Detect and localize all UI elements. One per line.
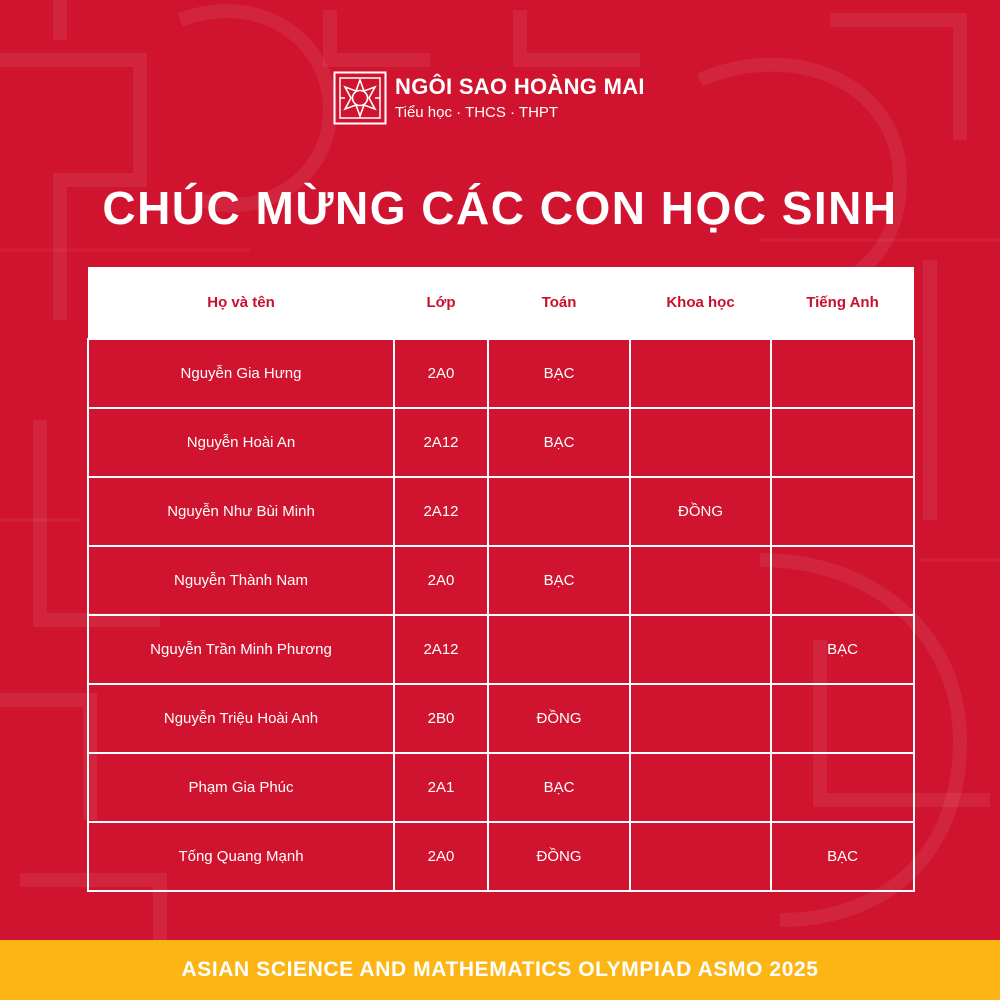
cell-class: 2A0 xyxy=(394,822,488,891)
table-header-row xyxy=(88,267,914,339)
cell-english xyxy=(771,684,914,753)
table-row xyxy=(88,477,914,546)
cell-science xyxy=(630,339,771,408)
table-row xyxy=(88,546,914,615)
cell-science xyxy=(630,546,771,615)
table-row xyxy=(88,822,914,891)
table-row xyxy=(88,408,914,477)
cell-science xyxy=(630,822,771,891)
header-class: Lớp xyxy=(394,267,488,339)
cell-math: ĐỒNG xyxy=(488,684,630,753)
cell-class: 2A12 xyxy=(394,615,488,684)
brand-logo xyxy=(333,71,645,127)
cell-math: BẠC xyxy=(488,753,630,822)
cell-science xyxy=(630,408,771,477)
cell-class: 2A12 xyxy=(394,408,488,477)
brand-name: NGÔI SAO HOÀNG MAI xyxy=(395,74,645,99)
cell-name: Nguyễn Như Bùi Minh xyxy=(88,477,394,546)
cell-math: BẠC xyxy=(488,339,630,408)
cell-math xyxy=(488,615,630,684)
cell-name: Nguyễn Gia Hưng xyxy=(88,339,394,408)
table-row xyxy=(88,339,914,408)
cell-class: 2A12 xyxy=(394,477,488,546)
cell-name: Nguyễn Trần Minh Phương xyxy=(88,615,394,684)
cell-class: 2B0 xyxy=(394,684,488,753)
cell-math: BẠC xyxy=(488,408,630,477)
cell-name: Tống Quang Mạnh xyxy=(88,822,394,891)
cell-science xyxy=(630,753,771,822)
cell-english xyxy=(771,339,914,408)
cell-science xyxy=(630,615,771,684)
cell-name: Phạm Gia Phúc xyxy=(88,753,394,822)
cell-science xyxy=(630,684,771,753)
cell-english xyxy=(771,546,914,615)
page-title: CHÚC MỪNG CÁC CON HỌC SINH xyxy=(102,182,898,234)
table-row xyxy=(88,753,914,822)
cell-class: 2A0 xyxy=(394,339,488,408)
header-science: Khoa học xyxy=(630,267,771,339)
brand-subtitle: Tiểu học · THCS · THPT xyxy=(395,104,559,121)
cell-class: 2A0 xyxy=(394,546,488,615)
star-emblem-icon xyxy=(333,71,387,125)
cell-science: ĐỒNG xyxy=(630,477,771,546)
header-math: Toán xyxy=(488,267,630,339)
results-table xyxy=(87,267,915,892)
cell-name: Nguyễn Triệu Hoài Anh xyxy=(88,684,394,753)
cell-math: ĐỒNG xyxy=(488,822,630,891)
cell-math: BẠC xyxy=(488,546,630,615)
cell-math xyxy=(488,477,630,546)
header-name: Họ và tên xyxy=(88,267,394,339)
table-row xyxy=(88,684,914,753)
cell-english xyxy=(771,753,914,822)
header-english: Tiếng Anh xyxy=(771,267,914,339)
cell-name: Nguyễn Hoài An xyxy=(88,408,394,477)
footer-banner: ASIAN SCIENCE AND MATHEMATICS OLYMPIAD ASMO 2025 xyxy=(0,940,1000,1000)
table-row xyxy=(88,615,914,684)
cell-class: 2A1 xyxy=(394,753,488,822)
cell-english xyxy=(771,477,914,546)
cell-english: BẠC xyxy=(771,615,914,684)
cell-english: BẠC xyxy=(771,822,914,891)
cell-english xyxy=(771,408,914,477)
results-table-container xyxy=(87,267,913,892)
cell-name: Nguyễn Thành Nam xyxy=(88,546,394,615)
